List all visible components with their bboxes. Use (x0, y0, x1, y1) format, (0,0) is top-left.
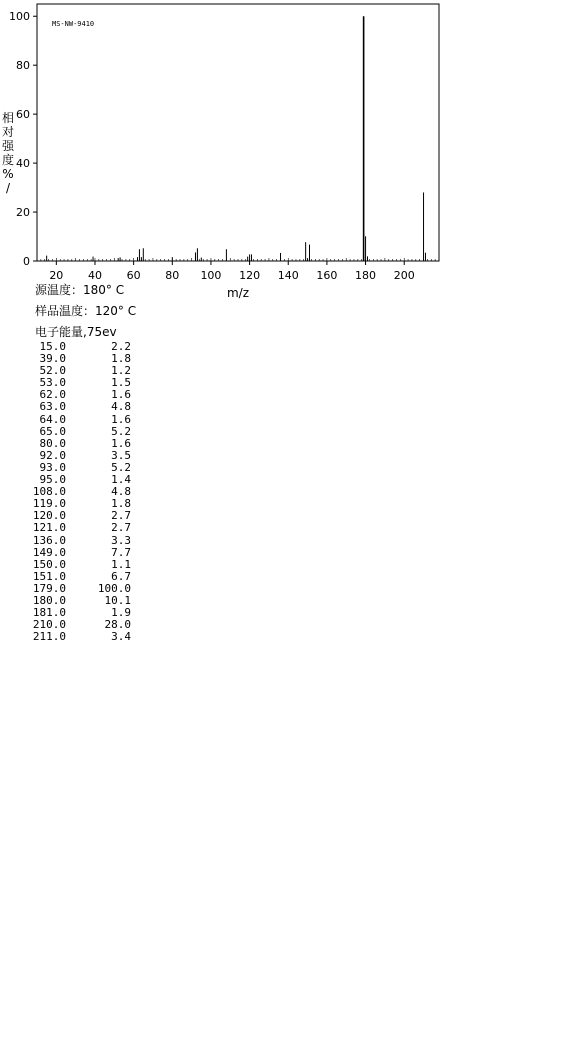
x-tick-label: 60 (126, 269, 141, 282)
peak-mz: 210.0 (32, 618, 66, 632)
y-axis-label-char: / (5, 181, 11, 195)
y-axis-label-char: % (2, 167, 14, 181)
peak-intensity: 3.5 (111, 448, 131, 462)
peak-mz: 121.0 (32, 521, 66, 535)
peak-mz: 64.0 (39, 412, 66, 426)
spectrum-peaks (47, 16, 426, 261)
peak-intensity: 100.0 (97, 581, 131, 595)
mass-spectrum-chart (0, 0, 570, 300)
peak-intensity: 10.1 (104, 593, 131, 607)
peak-intensity: 2.7 (111, 521, 131, 535)
peak-mz: 92.0 (39, 448, 66, 462)
y-axis-label-char: 强 (1, 139, 15, 153)
x-tick-label: 200 (393, 269, 415, 282)
y-axis-label-char: 度 (1, 153, 15, 167)
peak-table-row (30, 522, 131, 534)
peak-mz: 39.0 (39, 352, 66, 366)
y-tick-label: 0 (23, 255, 30, 268)
peak-intensity: 7.7 (111, 545, 131, 559)
y-tick-label: 100 (9, 10, 30, 24)
x-tick-label: 40 (87, 269, 102, 282)
spectrum-id-annotation: MS-NW-9410 (52, 20, 95, 28)
peak-mz: 136.0 (32, 533, 66, 547)
peak-mz: 149.0 (32, 545, 66, 559)
peak-intensity: 3.4 (111, 630, 131, 644)
peak-intensity: 1.2 (111, 364, 131, 378)
sample-temperature: 样品温度：120° C (35, 304, 137, 318)
peak-mz: 80.0 (39, 436, 66, 450)
peak-mz: 108.0 (32, 485, 66, 499)
x-tick-label: 160 (316, 269, 338, 282)
peak-table (30, 341, 131, 643)
plot-frame (37, 4, 439, 261)
y-axis-label-char: 相 (1, 111, 15, 125)
peak-intensity: 1.5 (111, 376, 131, 390)
peak-intensity: 1.8 (111, 352, 131, 366)
peak-mz: 93.0 (39, 460, 66, 474)
x-axis-ticks (49, 261, 414, 282)
peak-intensity: 6.7 (111, 569, 131, 583)
peak-intensity: 3.3 (111, 533, 131, 547)
peak-intensity: 28.0 (104, 618, 131, 632)
peak-mz: 211.0 (32, 630, 66, 644)
peak-mz: 65.0 (39, 424, 66, 438)
peak-intensity: 1.1 (111, 557, 131, 571)
x-axis-label: m/z (226, 286, 250, 300)
x-tick-label: 120 (239, 269, 261, 282)
peak-intensity: 1.6 (111, 412, 131, 426)
peak-intensity: 4.8 (111, 485, 131, 499)
y-tick-label: 40 (16, 157, 30, 171)
peak-mz: 151.0 (32, 569, 66, 583)
peak-intensity: 1.6 (111, 388, 131, 402)
electron-energy: 电子能量,75ev (35, 325, 117, 339)
x-tick-label: 100 (200, 269, 222, 282)
peak-mz: 15.0 (39, 340, 66, 353)
peak-mz: 181.0 (32, 606, 66, 620)
peak-intensity: 2.7 (111, 509, 131, 523)
y-tick-label: 20 (16, 206, 30, 220)
y-axis-label-char: 对 (1, 125, 15, 139)
peak-intensity: 1.4 (111, 473, 131, 487)
y-axis-label (2, 110, 15, 195)
peak-table-row (30, 426, 131, 438)
x-tick-label: 80 (165, 269, 180, 282)
peak-mz: 63.0 (39, 400, 66, 414)
source-temperature: 源温度：180° C (35, 283, 125, 297)
peak-mz: 95.0 (39, 473, 66, 487)
peak-mz: 119.0 (32, 497, 66, 511)
peak-mz: 52.0 (39, 364, 66, 378)
peak-intensity: 1.6 (111, 436, 131, 450)
peak-table-row (30, 535, 131, 547)
peak-mz: 53.0 (39, 376, 66, 390)
x-tick-label: 180 (355, 269, 377, 282)
peak-mz: 179.0 (32, 581, 66, 595)
peak-table-row (30, 631, 131, 643)
peak-table-row (30, 559, 131, 571)
peak-intensity: 2.2 (111, 340, 131, 353)
x-tick-label: 140 (277, 269, 299, 282)
y-tick-label: 60 (16, 108, 30, 122)
peak-table-row (30, 414, 131, 426)
peak-table-row (30, 401, 131, 413)
peak-intensity: 1.8 (111, 497, 131, 511)
peak-intensity: 4.8 (111, 400, 131, 414)
peak-intensity: 5.2 (111, 424, 131, 438)
x-tick-label: 20 (49, 269, 64, 282)
peak-mz: 62.0 (39, 388, 66, 402)
peak-mz: 180.0 (32, 593, 66, 607)
peak-intensity: 5.2 (111, 460, 131, 474)
peak-mz: 120.0 (32, 509, 66, 523)
peak-mz: 150.0 (32, 557, 66, 571)
peak-table-row (30, 547, 131, 559)
peak-intensity: 1.9 (111, 606, 131, 620)
y-tick-label: 80 (16, 59, 30, 73)
